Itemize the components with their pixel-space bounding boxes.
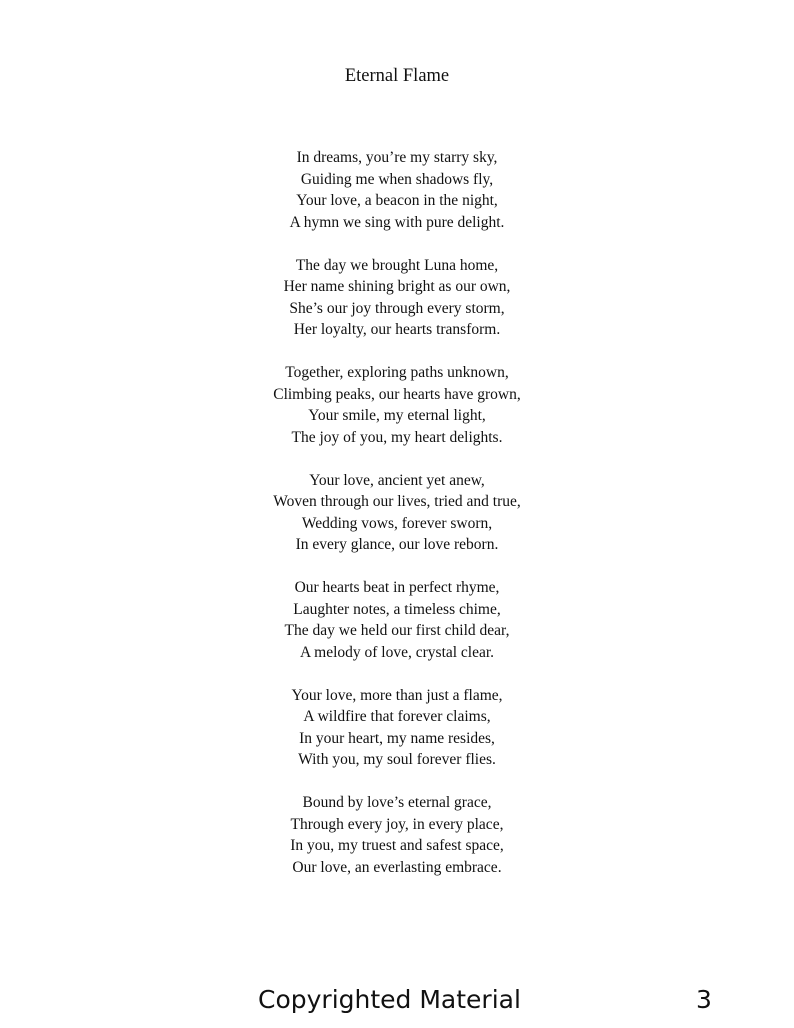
poem-line: Together, exploring paths unknown,	[285, 364, 509, 381]
poem-line: The joy of you, my heart delights.	[291, 428, 503, 446]
poem-line: Her name shining bright as our own,	[283, 278, 511, 295]
stanza	[0, 470, 794, 556]
stanza	[0, 147, 794, 233]
poem-line: Our hearts beat in perfect rhyme,	[294, 579, 500, 596]
poem-line: Your love, more than just a flame,	[291, 686, 503, 704]
poem-line: Your love, a beacon in the night,	[296, 192, 498, 209]
stanza	[0, 577, 794, 663]
stanza	[0, 255, 794, 341]
poem-line: In your heart, my name resides,	[299, 729, 495, 747]
poem-line: A hymn we sing with pure delight.	[289, 213, 505, 231]
stanza	[0, 685, 794, 771]
poem-line: Our love, an everlasting embrace.	[292, 858, 502, 876]
poem-line: With you, my soul forever flies.	[298, 751, 496, 768]
stanza	[0, 792, 794, 878]
poem-line: In dreams, you’re my starry sky,	[296, 149, 498, 166]
poem-line: Through every joy, in every place,	[290, 815, 504, 833]
poem-line: A wildfire that forever claims,	[303, 708, 491, 725]
poem-line: A melody of love, crystal clear.	[299, 643, 495, 661]
poem-line: Laughter notes, a timeless chime,	[293, 600, 501, 618]
poem-line: The day we brought Luna home,	[295, 256, 499, 274]
poem-line: She’s our joy through every storm,	[289, 299, 505, 317]
stanza	[0, 362, 794, 448]
poem-line: Your love, ancient yet anew,	[309, 471, 485, 489]
poem-line: Guiding me when shadows fly,	[300, 170, 494, 188]
poem-line: Your smile, my eternal light,	[308, 407, 486, 424]
poem-line: Woven through our lives, tried and true,	[273, 493, 521, 510]
poem-title: Eternal Flame	[344, 66, 450, 86]
poem-line: Climbing peaks, our hearts have grown,	[273, 385, 521, 403]
page-number: 3	[696, 985, 712, 1014]
poem-body	[0, 147, 794, 900]
poem-line: Wedding vows, forever sworn,	[301, 514, 493, 532]
poem-line: Her loyalty, our hearts transform.	[293, 321, 501, 338]
poem-line: The day we held our first child dear,	[284, 622, 510, 639]
copyright-footer: Copyrighted Material	[258, 985, 521, 1014]
poem-line: In every glance, our love reborn.	[295, 536, 499, 553]
poem-line: Bound by love’s eternal grace,	[302, 794, 492, 811]
poem-line: In you, my truest and safest space,	[290, 837, 504, 854]
